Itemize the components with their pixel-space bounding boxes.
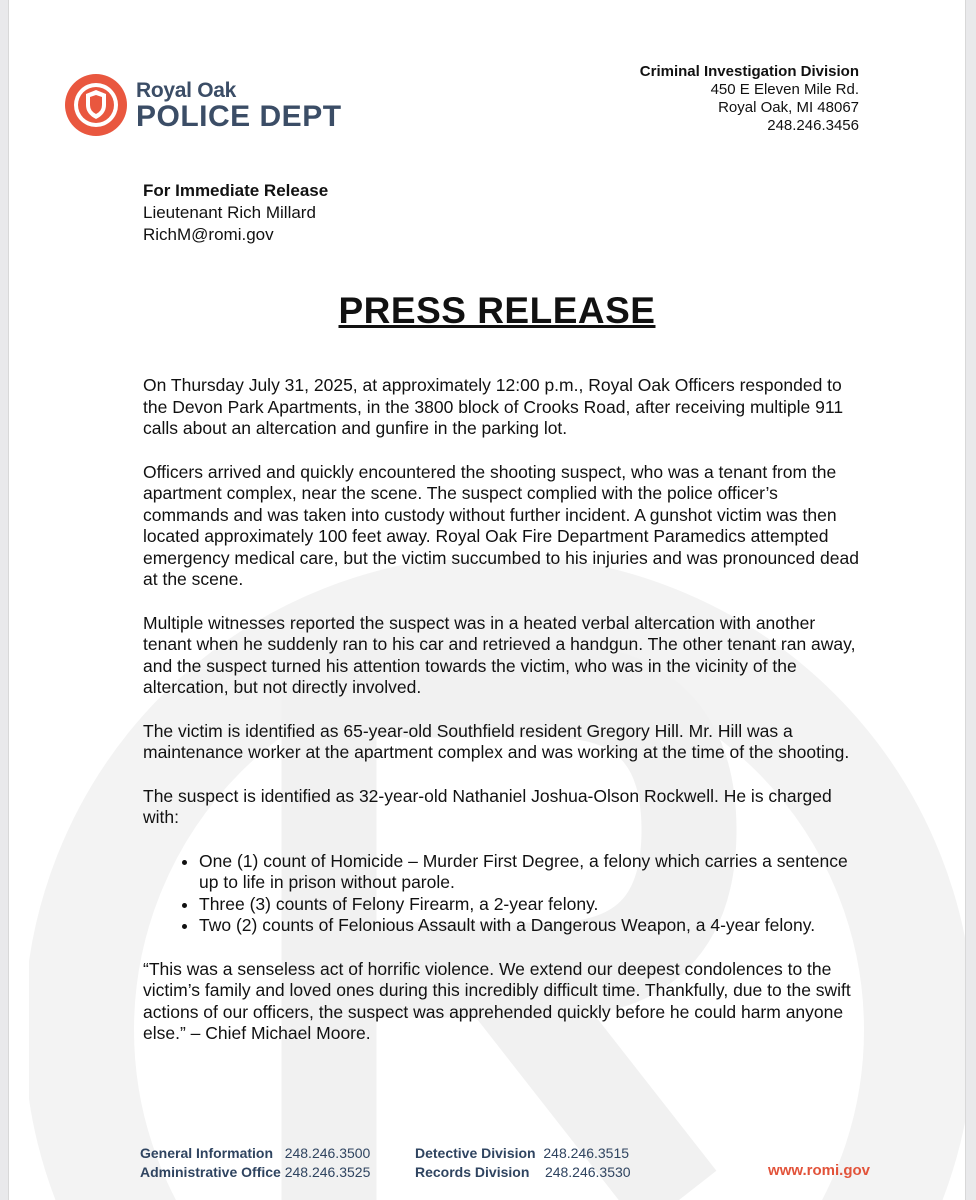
footer-detective-phone: 248.246.3515 [543, 1145, 630, 1161]
release-heading: For Immediate Release [143, 181, 329, 200]
charges-list [143, 851, 863, 937]
website-link[interactable]: www.romi.gov [768, 1162, 870, 1179]
paragraph: On Thursday July 31, 2025, at approximately 12:00 p.m., Royal Oak Officers responded to the Devon Park Apartments, in the 3800 block of Crooks Road, after receiving multiple 911 calls about an altercation and gunfire in the parking lot. [143, 375, 844, 438]
footer-col-2 [415, 1144, 631, 1182]
footer-admin-phone: 248.246.3525 [284, 1164, 371, 1180]
contact-email: RichM@romi.gov [143, 225, 274, 244]
footer-contacts [140, 1144, 870, 1184]
street-address: 450 E Eleven Mile Rd. [710, 81, 859, 98]
paragraph: The victim is identified as 65-year-old Southfield resident Gregory Hill. Mr. Hill was a maintenance worker at the apartment complex and was working at the time of the shooting. [143, 720, 850, 762]
paragraph: Officers arrived and quickly encountered the shooting suspect, who was a tenant from the apartment complex, near the scene. The suspect complied with the police officer’s commands and was taken into custody without further incident. A gunshot victim was then located approximately 100 feet away. Royal Oak Fire Department Paramedics attempted emergency medical care, but the victim succumbed to his injuries and was pronounced dead at the scene. [143, 461, 859, 589]
release-contact [143, 180, 328, 246]
logo-wordmark-police-dept: POLICE DEPT [136, 100, 342, 133]
charge-item: • One (1) count of Homicide – Murder First Degree, a felony which carries a sentence up to life in prison without parole. [199, 851, 863, 894]
footer-admin-label: Administrative Office [140, 1164, 281, 1180]
division-phone: 248.246.3456 [767, 117, 859, 134]
division-address [640, 63, 859, 135]
chief-quote: “This was a senseless act of horrific violence. We extend our deepest condolences to the victim’s family and loved ones during this incredibly difficult time. Thankfully, due to the swift actions of our officers, the suspect was apprehended quickly before he could harm anyone else.” – Chief Michael Moore. [143, 958, 851, 1043]
footer-records-phone: 248.246.3530 [544, 1164, 631, 1180]
footer-general-phone: 248.246.3500 [284, 1145, 371, 1161]
page-title: PRESS RELEASE [338, 290, 656, 331]
city-state-zip: Royal Oak, MI 48067 [718, 99, 859, 116]
document-page [8, 0, 966, 1200]
footer-col-1 [140, 1144, 370, 1182]
charge-item: • Three (3) counts of Felony Firearm, a 2-year felony. [199, 894, 863, 916]
logo-wordmark-royal-oak: Royal Oak [136, 79, 237, 102]
footer-records-label: Records Division [415, 1164, 530, 1180]
contact-name: Lieutenant Rich Millard [143, 203, 316, 222]
footer-detective-label: Detective Division [415, 1145, 536, 1161]
paragraph: Multiple witnesses reported the suspect was in a heated verbal altercation with another tenant when he suddenly ran to his car and retrieved a handgun. The other tenant ran away, and the suspect turned his attention towards the victim, who was in the vicinity of the altercation, but not directly involved. [143, 612, 856, 697]
release-body [143, 375, 863, 1067]
paragraph: The suspect is identified as 32-year-old Nathaniel Joshua-Olson Rockwell. He is charged with: [143, 785, 832, 827]
charge-item: • Two (2) counts of Felonious Assault with a Dangerous Weapon, a 4-year felony. [199, 915, 863, 937]
division-name: Criminal Investigation Division [639, 63, 859, 80]
footer-general-label: General Information [140, 1145, 274, 1161]
